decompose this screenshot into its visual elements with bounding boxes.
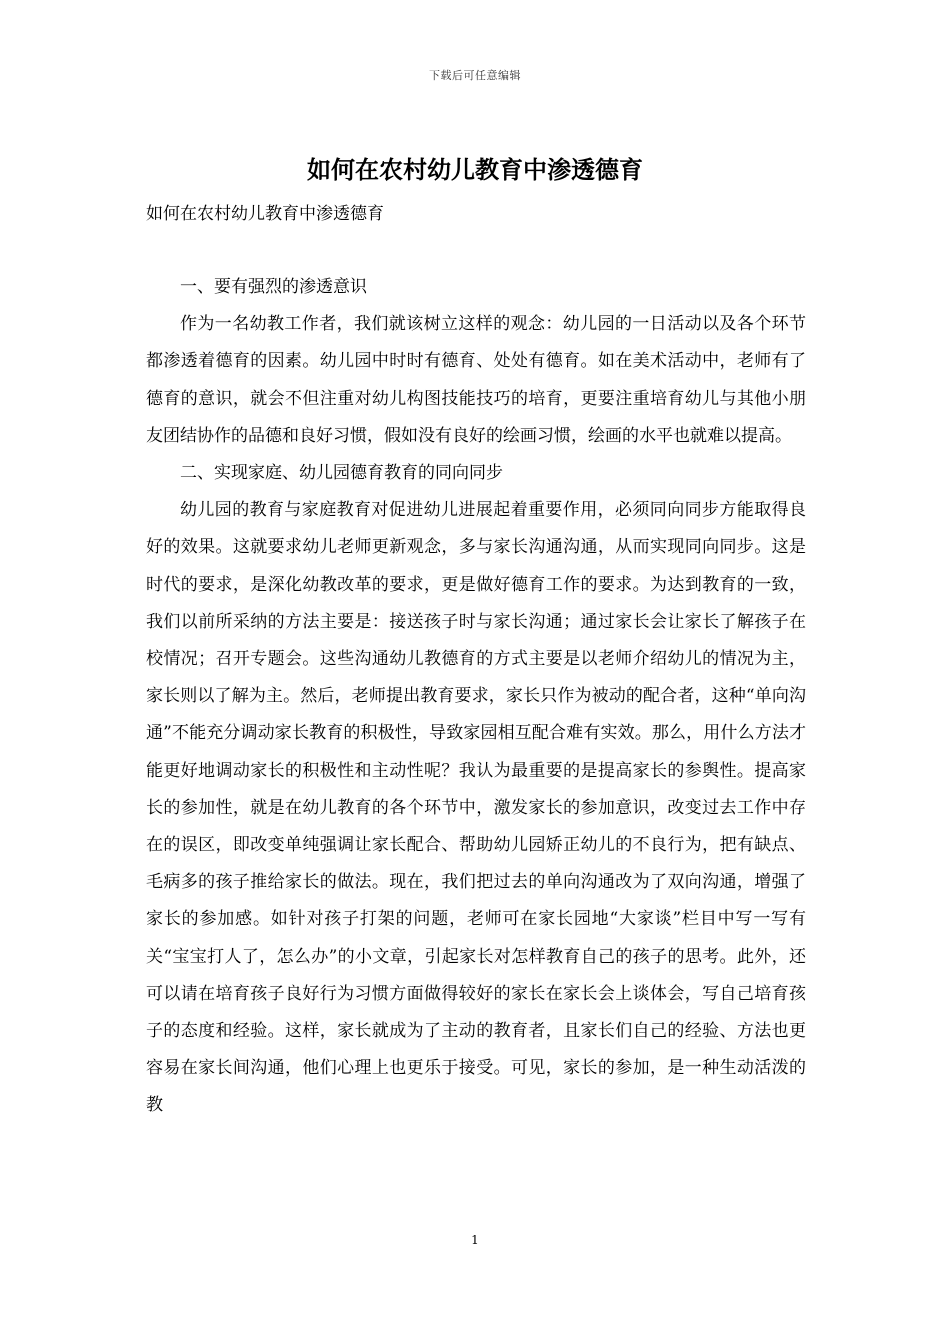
page-number: 1 [471,1233,479,1247]
paragraph: 幼儿园的教育与家庭教育对促进幼儿进展起着重要作用，必须同向同步方能取得良好的效果。这就要求幼儿老师更新观念，多与家长沟通沟通，从而实现同向同步。这是时代的要求，是深化幼教改革的要求，更是做好德育工作的要求。为达到教育的一致，我们以前所采纳的方法主要是：接送孩子时与家长沟通；通过家长会让家长了解孩子在校情况；召开专题会。这些沟通幼儿教德育的方式主要是以老师介绍幼儿的情况为主，家长则以了解为主。然后，老师提出教育要求，家长只作为被动的配合者，这种“单向沟通”不能充分调动家长教育的积极性，导致家园相互配合难有实效。那么，用什么方法才能更好地调动家长的积极性和主动性呢？我认为最重要的是提高家长的参舆性。提高家长的参加性，就是在幼儿教育的各个环节中，激发家长的参加意识，改变过去工作中存在的误区，即改变单纯强调让家长配合、帮助幼儿园矫正幼儿的不良行为，把有缺点、毛病多的孩子推给家长的做法。现在，我们把过去的单向沟通改为了双向沟通，增强了家长的参加感。如针对孩子打架的问题，老师可在家长园地“大家谈”栏目中写一写有关“宝宝打人了，怎么办”的小文章，引起家长对怎样教育自己的孩子的思考。此外，还可以请在培育孩子良好行为习惯方面做得较好的家长在家长会上谈体会，写自己培育孩子的态度和经验。这样，家长就成为了主动的教育者，且家长们自己的经验、方法也更容易在家长间沟通，他们心理上也更乐于接受。可见，家长的参加，是一种生动活泼的教 [146,500,806,1116]
section-heading-2: 二、实现家庭、幼儿园德育教育的同向同步 [180,463,503,484]
section-heading-1: 一、要有强烈的渗透意识 [180,277,367,297]
paragraph: 作为一名幼教工作者，我们就该树立这样的观念：幼儿园的一日活动以及各个环节都渗透着德育的因素。幼儿园中时时有德育、处处有德育。如在美术活动中，老师有了德育的意识，就会不但注重对幼儿构图技能技巧的培育，更要注重培育幼儿与其他小朋友团结协作的品德和良好习惯，假如没有良好的绘画习惯，绘画的水平也就难以提高。 [146,314,806,446]
document-body [146,269,806,1125]
header-note: 下载后可任意编辑 [429,69,521,82]
document-title: 如何在农村幼儿教育中渗透德育 [307,156,643,184]
document-subtitle: 如何在农村幼儿教育中渗透德育 [146,204,384,224]
